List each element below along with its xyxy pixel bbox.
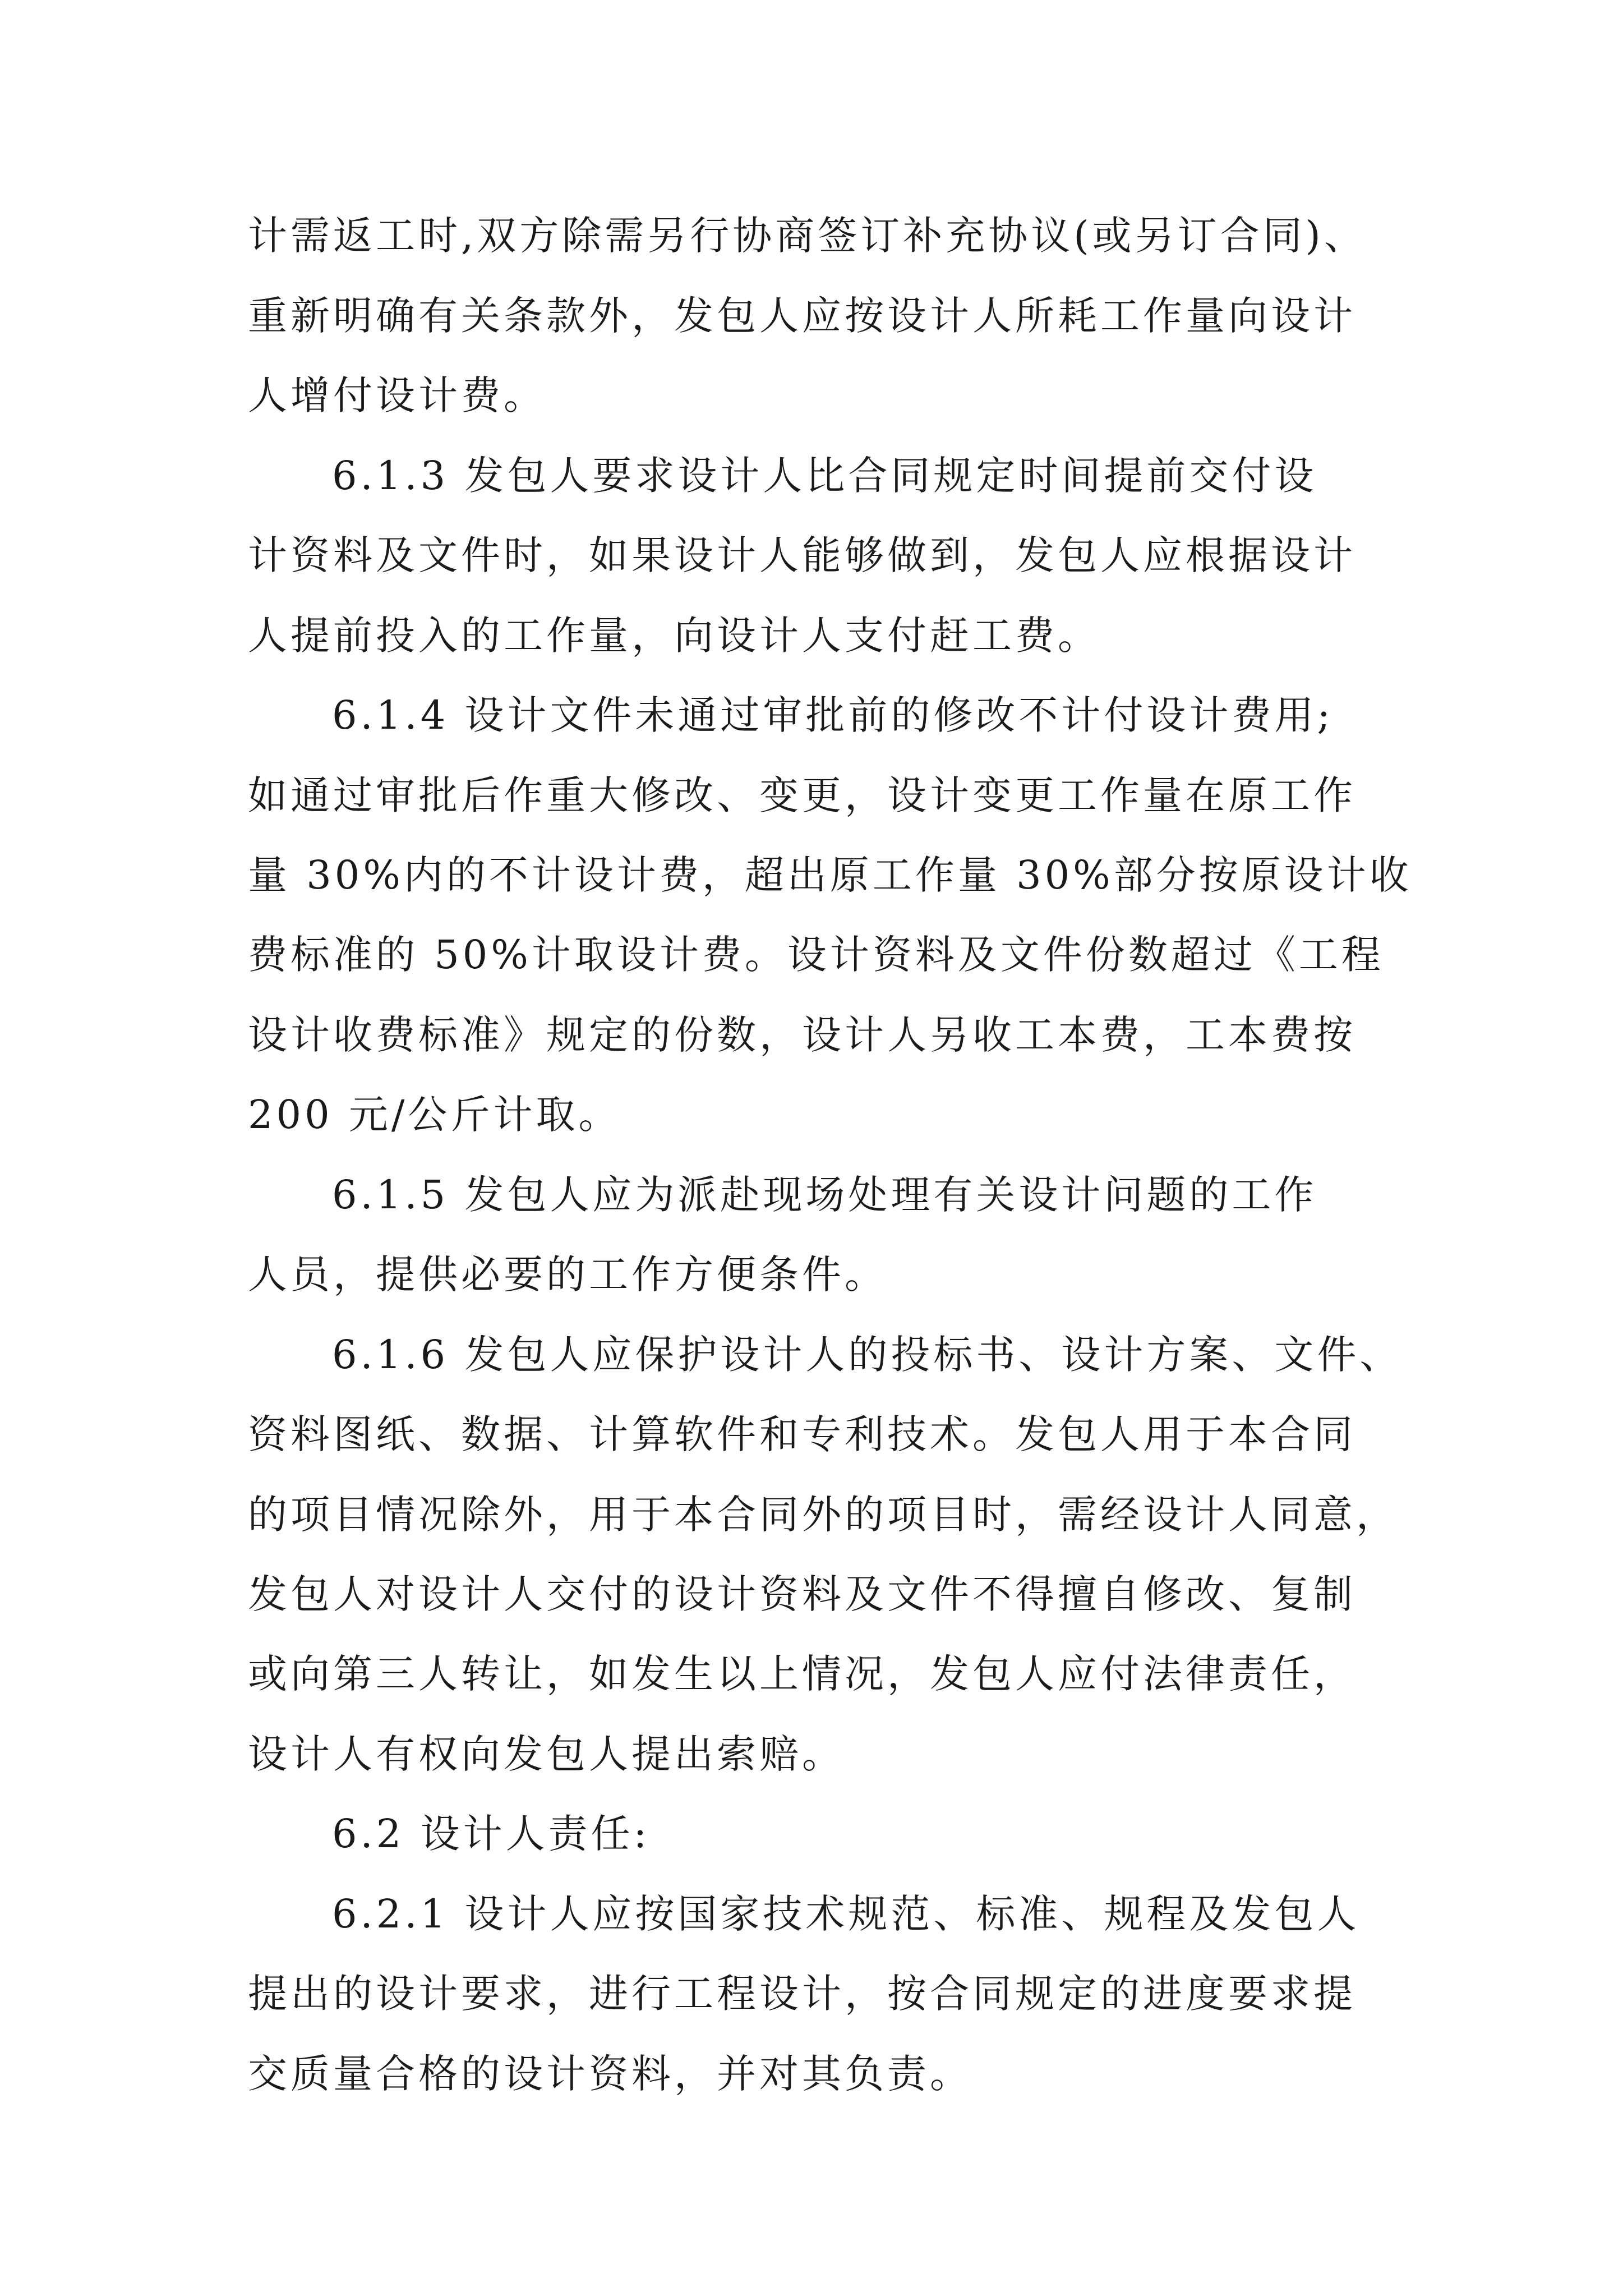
text-line: 6.2 设计人责任:: [332, 1811, 651, 1857]
text-line: 量 30%内的不计设计费，超出原工作量 30%部分按原设计收: [248, 852, 1412, 898]
text-line: 设计人有权向发包人提出索赔。: [248, 1731, 845, 1777]
text-line: 人员，提供必要的工作方便条件。: [248, 1251, 887, 1297]
text-line: 6.1.4 设计文件未通过审批前的修改不计付设计费用;: [332, 692, 1334, 738]
text-line: 资料图纸、数据、计算软件和专利技术。发包人用于本合同: [248, 1411, 1356, 1457]
text-line: 或向第三人转让，如发生以上情况，发包人应付法律责任，: [248, 1651, 1356, 1697]
text-line: 提出的设计要求，进行工程设计，按合同规定的进度要求提: [248, 1971, 1356, 2017]
text-line: 6.2.1 设计人应按国家技术规范、标准、规程及发包人: [332, 1891, 1360, 1937]
text-line: 如通过审批后作重大修改、变更，设计变更工作量在原工作: [248, 772, 1356, 818]
text-line: 计资料及文件时，如果设计人能够做到，发包人应根据设计: [248, 532, 1356, 578]
text-line: 6.1.3 发包人要求设计人比合同规定时间提前交付设: [332, 453, 1317, 499]
text-line: 6.1.5 发包人应为派赴现场处理有关设计问题的工作: [332, 1172, 1317, 1218]
text-line: 200 元/公斤计取。: [248, 1092, 621, 1138]
text-line: 费标准的 50%计取设计费。设计资料及文件份数超过《工程: [248, 932, 1384, 978]
text-line: 的项目情况除外，用于本合同外的项目时，需经设计人同意，: [248, 1492, 1399, 1538]
text-line: 设计收费标准》规定的份数，设计人另收工本费，工本费按: [248, 1012, 1356, 1058]
text-line: 6.1.6 发包人应保护设计人的投标书、设计方案、文件、: [332, 1332, 1403, 1378]
text-line: 重新明确有关条款外，发包人应按设计人所耗工作量向设计: [248, 293, 1356, 339]
text-line: 人增付设计费。: [248, 372, 546, 418]
text-line: 交质量合格的设计资料，并对其负责。: [248, 2051, 972, 2097]
text-line: 发包人对设计人交付的设计资料及文件不得擅自修改、复制: [248, 1571, 1356, 1617]
text-line: 计需返工时,双方除需另行协商签订补充协议(或另订合同)、: [248, 213, 1367, 259]
text-line: 人提前投入的工作量，向设计人支付赶工费。: [248, 613, 1100, 659]
